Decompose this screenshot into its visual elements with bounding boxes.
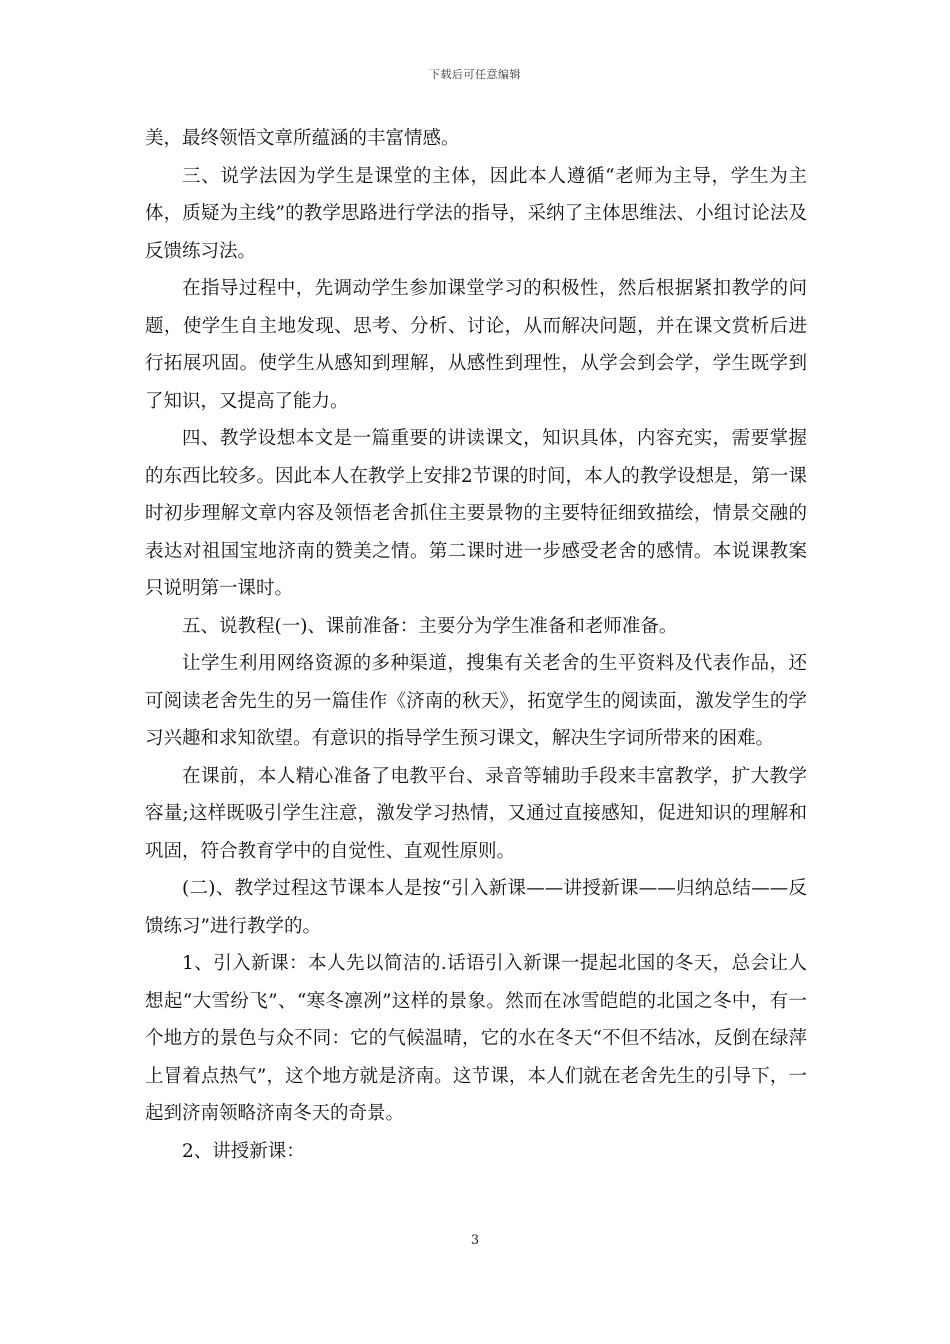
paragraph-9: 1、引入新课：本人先以简洁的.话语引入新课一提起北国的冬天，总会让人想起“大雪纷飞”、“寒冬凛冽”这样的景象。然而在冰雪皑皑的北国之冬中，有一个地方的景色与众不同：它的气候温晴，它的水在冬天“不但不结冰，反倒在绿萍上冒着点热气”，这个地方就是济南。这节课，本人们就在老舍先生的引导下，一起到济南领略济南冬天的奇景。 [145,953,807,1124]
document-body [145,120,807,1170]
paragraph-7: 在课前，本人精心准备了电教平台、录音等辅助手段来丰富教学，扩大教学容量;这样既吸引学生注意，激发学习热情，又通过直接感知，促进知识的理解和巩固，符合教育学中的自觉性、直观性原则。 [145,765,807,862]
paragraph-5: 五、说教程(一)、课前准备：主要分为学生准备和老师准备。 [182,615,678,637]
paragraph-2: 三、说学法因为学生是课堂的主体，因此本人遵循“老师为主导，学生为主体，质疑为主线”的教学思路进行学法的指导，采纳了主体思维法、小组讨论法及反馈练习法。 [145,165,807,262]
paragraph-1: 美，最终领悟文章所蕴涵的丰富情感。 [145,128,460,149]
paragraph-6: 让学生利用网络资源的多种渠道，搜集有关老舍的生平资料及代表作品，还可阅读老舍先生的另一篇佳作《济南的秋天》，拓宽学生的阅读面，激发学生的学习兴趣和求知欲望。有意识的指导学生预习课文，解决生字词所带来的困难。 [145,653,807,749]
paragraph-8: (二)、教学过程这节课本人是按“引入新课——讲授新课——归纳总结——反馈练习”进行教学的。 [145,878,807,937]
paragraph-10: 2、讲授新课： [182,1140,305,1162]
paragraph-4: 四、教学设想本文是一篇重要的讲读课文，知识具体，内容充实，需要掌握的东西比较多。因此本人在教学上安排2节课的时间，本人的教学设想是，第一课时初步理解文章内容及领悟老舍抓住主要景物的主要特征细致描绘，情景交融的表达对祖国宝地济南的赞美之情。第二课时进一步感受老舍的感情。本说课教案只说明第一课时。 [145,428,807,599]
page-number: 3 [470,1233,480,1248]
page-header: 下载后可任意编辑 [429,68,521,81]
paragraph-3: 在指导过程中，先调动学生参加课堂学习的积极性，然后根据紧扣教学的问题，使学生自主地发现、思考、分析、讨论，从而解决问题，并在课文赏析后进行拓展巩固。使学生从感知到理解，从感性到理性，从学会到会学，学生既学到了知识，又提高了能力。 [145,278,807,412]
